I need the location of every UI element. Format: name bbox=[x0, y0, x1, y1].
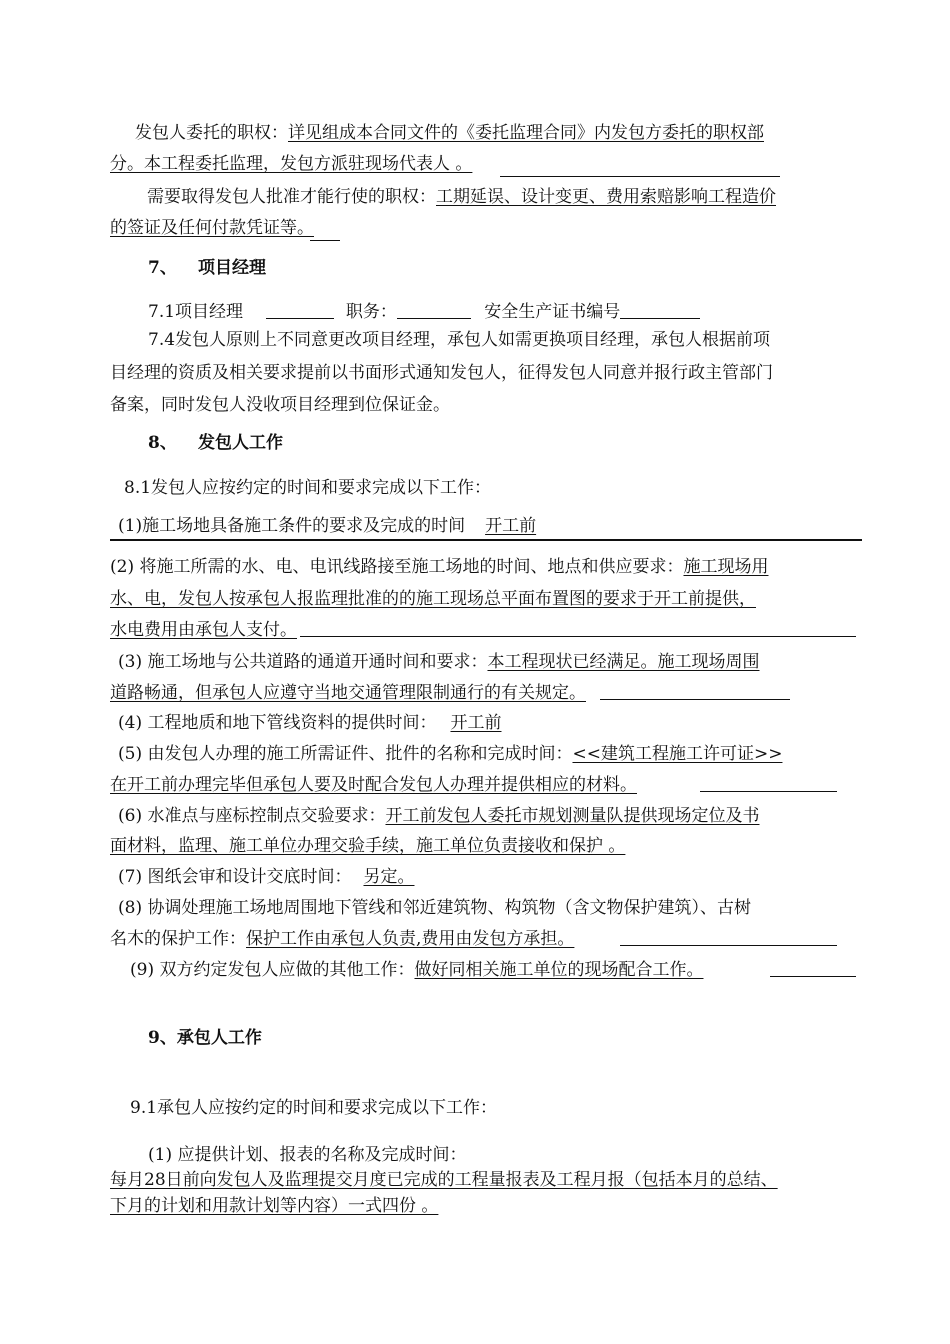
label-position: 职务： bbox=[345, 302, 397, 322]
section-title: 项目经理 bbox=[198, 258, 266, 278]
label: (6) 水准点与座标控制点交验要求： bbox=[118, 806, 386, 826]
clause-delegated-powers bbox=[135, 121, 764, 145]
text-line: 8.1发包人应按约定的时间和要求完成以下工作： bbox=[124, 478, 492, 498]
item-1: (1) 应提供计划、报表的名称及完成时间： bbox=[148, 1145, 467, 1165]
value: 另定。 bbox=[363, 867, 415, 887]
text-line: 目经理的资质及相关要求提前以书面形式通知发包人，征得发包人同意并报行政主管部门 bbox=[110, 363, 773, 383]
text-line: 分。本工程委托监理，发包方派驻现场代表人 。 bbox=[110, 154, 473, 174]
value: <<建筑工程施工许可证>> bbox=[572, 744, 783, 764]
label: (1)施工场地具备施工条件的要求及完成的时间 bbox=[118, 516, 466, 536]
item-8 bbox=[118, 896, 751, 920]
value: 施工现场用 bbox=[683, 557, 769, 577]
label: (5) 由发包人办理的施工所需证件、批件的名称和完成时间： bbox=[118, 744, 573, 764]
item-5 bbox=[118, 742, 782, 766]
section-number: 8、 bbox=[148, 433, 177, 453]
text-line: 水电费用由承包人支付。 bbox=[110, 620, 297, 640]
item-8-cont bbox=[110, 927, 574, 951]
value: 工期延误、设计变更、费用索赔影响工程造价 bbox=[436, 187, 776, 207]
text-line: 在开工前办理完毕但承包人要及时配合发包人办理并提供相应的材料。 bbox=[110, 775, 637, 795]
underline-blank bbox=[500, 176, 780, 177]
item-7 bbox=[118, 865, 414, 889]
section-title: 9、承包人工作 bbox=[148, 1028, 262, 1048]
value: 做好同相关施工单位的现场配合工作。 bbox=[414, 960, 704, 980]
underline-blank bbox=[620, 945, 837, 946]
label: (4) 工程地质和地下管线资料的提供时间： bbox=[118, 713, 437, 733]
text-line: 备案，同时发包人没收项目经理到位保证金。 bbox=[110, 395, 450, 415]
value: 开工前 bbox=[485, 516, 537, 536]
label-cert: 安全生产证书编号 bbox=[484, 302, 621, 322]
label: 发包人委托的职权： bbox=[135, 123, 288, 143]
section-title: 发包人工作 bbox=[198, 433, 283, 453]
label: 需要取得发包人批准才能行使的职权： bbox=[147, 187, 436, 207]
underline-blank bbox=[310, 240, 340, 241]
item-4 bbox=[118, 711, 780, 735]
value: 详见组成本合同文件的《委托监理合同》内发包方委托的职权部 bbox=[288, 123, 764, 143]
text-line: 水、电，发包人按承包人报监理批准的的施工现场总平面布置图的要求于开工前提供， bbox=[110, 589, 756, 609]
label: 名木的保护工作： bbox=[110, 929, 246, 949]
label: (3) 施工场地与公共道路的通道开通时间和要求： bbox=[118, 652, 488, 672]
underline-blank bbox=[300, 636, 856, 637]
label: (7) 图纸会审和设计交底时间： bbox=[118, 867, 352, 887]
text-line: 下月的计划和用款计划等内容）一式四份 。 bbox=[110, 1196, 439, 1216]
label: (9) 双方约定发包人应做的其他工作： bbox=[130, 960, 415, 980]
text-line: 的签证及任何付款凭证等。 bbox=[110, 218, 314, 238]
value: 保护工作由承包人负责,费用由发包方承担。 bbox=[246, 929, 575, 949]
text-line: 每月28日前向发包人及监理提交月度已完成的工程量报表及工程月报（包括本月的总结、 bbox=[110, 1170, 778, 1190]
label: (8) 协调处理施工场地周围地下管线和邻近建筑物、构筑物（含文物保护建筑）、古树 bbox=[118, 898, 751, 918]
item-1 bbox=[118, 514, 597, 538]
value: 开工前 bbox=[450, 713, 502, 733]
label-manager: 7.1项目经理 bbox=[148, 302, 244, 322]
label: (2) 将施工所需的水、电、电讯线路接至施工场地的时间、地点和供应要求： bbox=[110, 557, 684, 577]
position-blank bbox=[397, 300, 471, 319]
item-6 bbox=[118, 804, 759, 828]
text-line: 9.1承包人应按约定的时间和要求完成以下工作： bbox=[130, 1098, 498, 1118]
text-line: 面材料，监理、施工单位办理交验手续，施工单位负责接收和保护 。 bbox=[110, 836, 626, 856]
cert-blank bbox=[620, 300, 700, 319]
clause-approval-powers bbox=[147, 185, 776, 209]
item-3 bbox=[118, 650, 759, 674]
value: 本工程现状已经满足。施工现场周围 bbox=[487, 652, 760, 672]
section-number: 7、 bbox=[148, 258, 177, 278]
underline-blank bbox=[700, 791, 837, 792]
underline-blank bbox=[600, 699, 790, 700]
text-line: 7.4发包人原则上不同意更改项目经理，承包人如需更换项目经理，承包人根据前项 bbox=[148, 330, 771, 350]
value: 开工前发包人委托市规划测量队提供现场定位及书 bbox=[385, 806, 760, 826]
rule bbox=[110, 539, 862, 541]
text-line: 道路畅通，但承包人应遵守当地交通管理限制通行的有关规定。 bbox=[110, 683, 586, 703]
underline-blank bbox=[770, 976, 856, 977]
item-9 bbox=[130, 958, 703, 982]
manager-row bbox=[148, 300, 700, 324]
item-2 bbox=[110, 555, 768, 579]
manager-blank bbox=[266, 300, 334, 319]
